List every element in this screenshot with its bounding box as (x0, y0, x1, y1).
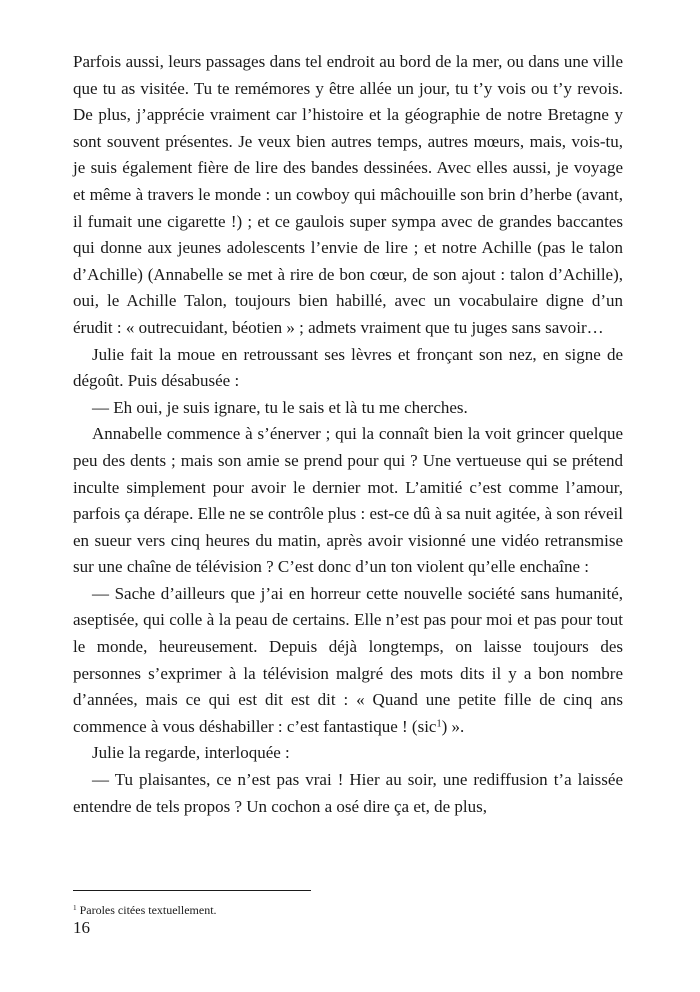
dialogue-line-2-end: ) ». (441, 716, 465, 736)
paragraph-2: Julie fait la moue en retroussant ses lèvres et fronçant son nez, en signe de dégoût. Puis désabusée : (73, 344, 623, 391)
footnote-reference: 1 (436, 718, 442, 730)
page-number: 16 (73, 918, 90, 937)
paragraph-3: Annabelle commence à s’énerver ; qui la connaît bien la voit grincer quelque peu des dents ; mais son amie se prend pour qui ? Une vertueuse qui se prétend inculte simplement pour avoir le dernier mot. L’amitié c’est comme l’amour, parfois ça dérape. Elle ne se contrôle plus : est-ce dû à sa nuit agitée, à son réveil en sueur vers cinq heures du matin, après avoir visionné une vidéo retransmise sur une chaîne de télévision ? C’est donc d’un ton violent qu’elle enchaîne : (73, 424, 623, 577)
dialogue-line-3: — Tu plaisantes, ce n’est pas vrai ! Hier au soir, une rediffusion t’a laissée entendre de tels propos ? Un cochon a osé dire ça et, de plus, (73, 770, 623, 816)
dialogue-line-2-text: — Sache d’ailleurs que j’ai en horreur cette nouvelle société sans humanité, aseptisée, qui colle à la peau de certains. Elle n’est pas pour moi et pas pour tout le monde, heureusement. Depuis déjà longtemps, on laisse toujours des personnes s’exprimer à la télévision malgré des mots dits il y a bon nombre d’années, mais ce qui est dit est dit : « Quand une petite fille de cinq ans commence à vous déshabiller : c’est fantastique ! (sic (73, 583, 623, 736)
page-body (73, 49, 623, 820)
footnote-text: Paroles citées textuellement. (79, 903, 217, 917)
paragraph-4: Julie la regarde, interloquée : (92, 743, 290, 763)
footnote-marker: 1 (73, 904, 77, 913)
dialogue-line-2 (73, 581, 623, 741)
footnote (73, 903, 217, 917)
paragraph-1: Parfois aussi, leurs passages dans tel endroit au bord de la mer, ou dans une ville que tu as visitée. Tu te remémores y être allée un jour, tu t’y vois ou t’y revois. De plus, j’apprécie vraiment car l’histoire et la géographie de notre Bretagne y sont souvent présentes. Je veux bien autres temps, autres mœurs, mais, vois-tu, je suis également fière de lire des bandes dessinées. Avec elles aussi, je voyage et même à travers le monde : un cowboy qui mâchouille son brin d’herbe (avant, il fumait une cigarette !) ; et ce gaulois super sympa avec de grandes baccantes qui donne aux jeunes adolescents l’envie de lire ; et notre Achille (pas le talon d’Achille) (Annabelle se met à rire de bon cœur, de son ajout : talon d’Achille), oui, le Achille Talon, toujours bien habillé, avec un vocabulaire digne d’un érudit : « outrecuidant, béotien » ; admets vraiment que tu juges sans savoir… (73, 52, 623, 337)
dialogue-line-1: — Eh oui, je suis ignare, tu le sais et là tu me cherches. (92, 397, 468, 417)
footnote-divider (73, 890, 311, 891)
